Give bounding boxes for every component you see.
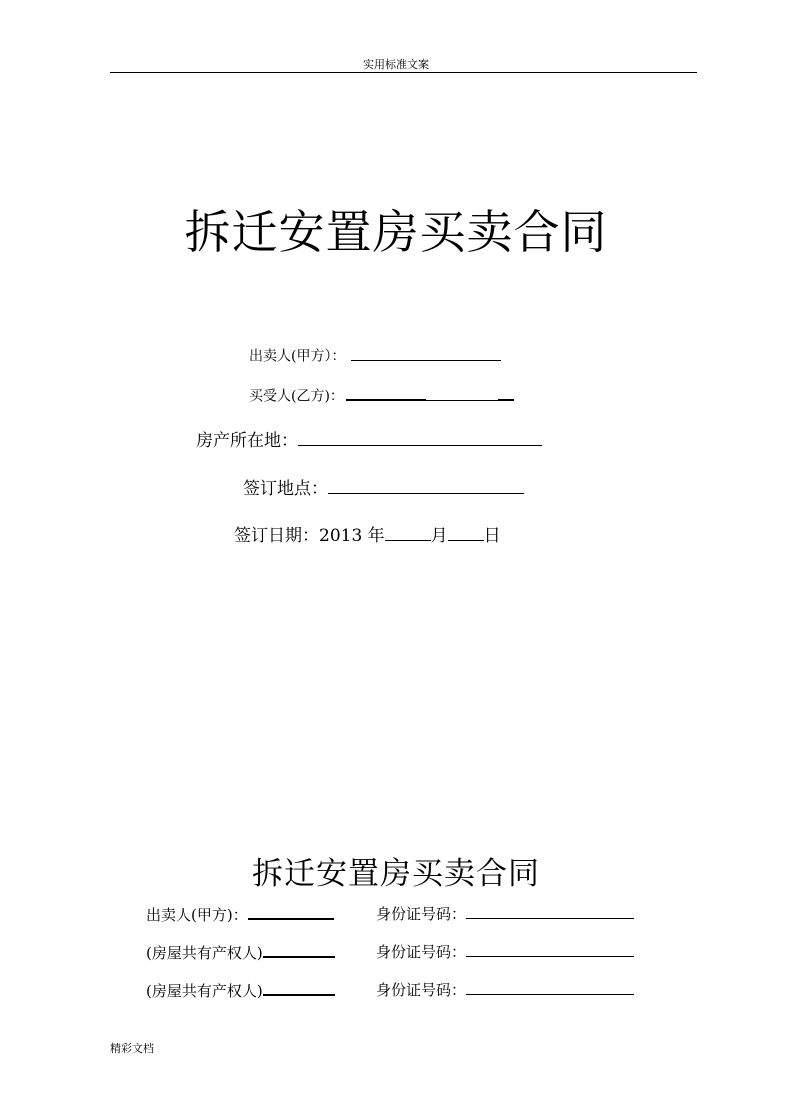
- party-row-2: [146, 940, 335, 963]
- seller-blank[interactable]: [351, 345, 501, 361]
- id-row-2: [376, 940, 634, 962]
- id-row-1: [376, 902, 634, 924]
- party-blank[interactable]: [248, 902, 334, 920]
- id-label: 身份证号码：: [376, 904, 467, 923]
- id-blank[interactable]: [466, 902, 634, 919]
- location-field: [196, 426, 542, 451]
- party-blank[interactable]: [263, 940, 335, 958]
- contract-title: 拆迁安置房买卖合同: [252, 856, 540, 892]
- id-label: 身份证号码：: [376, 942, 467, 961]
- id-row-3: [376, 978, 634, 1000]
- seller-label: 出卖人(甲方）：: [249, 348, 346, 365]
- location-blank[interactable]: [298, 427, 542, 446]
- party-label: (房屋共有产权人): [146, 943, 263, 962]
- page-footer: 精彩文档: [110, 1042, 154, 1055]
- sign-place-field: [243, 474, 524, 499]
- party-label: (房屋共有产权人): [146, 981, 263, 1000]
- party-row-3: [146, 978, 335, 1001]
- buyer-blank-3[interactable]: [498, 384, 514, 401]
- buyer-blank-1[interactable]: [346, 384, 426, 401]
- party-blank[interactable]: [263, 978, 335, 996]
- header-rule: [110, 72, 697, 73]
- month-label: 月: [430, 526, 448, 546]
- buyer-field: [249, 384, 514, 406]
- day-blank[interactable]: [448, 522, 484, 541]
- month-blank[interactable]: [385, 522, 431, 541]
- buyer-label: 买受人(乙方)：: [249, 388, 344, 405]
- id-label: 身份证号码：: [376, 980, 467, 999]
- party-label: 出卖人(甲方)：: [146, 905, 248, 924]
- buyer-blank-2[interactable]: [426, 385, 498, 401]
- seller-field: [249, 345, 501, 366]
- sign-date-field: [234, 521, 501, 546]
- sign-place-blank[interactable]: [328, 475, 524, 494]
- id-blank[interactable]: [466, 940, 634, 957]
- party-row-1: [146, 902, 334, 925]
- sign-date-label: 签订日期：2013 年: [234, 526, 385, 546]
- cover-title: 拆迁安置房买卖合同: [184, 205, 608, 259]
- id-blank[interactable]: [466, 978, 634, 995]
- sign-place-label: 签订地点：: [243, 479, 328, 499]
- page-header: 实用标准文案: [363, 58, 429, 71]
- location-label: 房产所在地：: [196, 431, 298, 451]
- day-label: 日: [483, 526, 501, 546]
